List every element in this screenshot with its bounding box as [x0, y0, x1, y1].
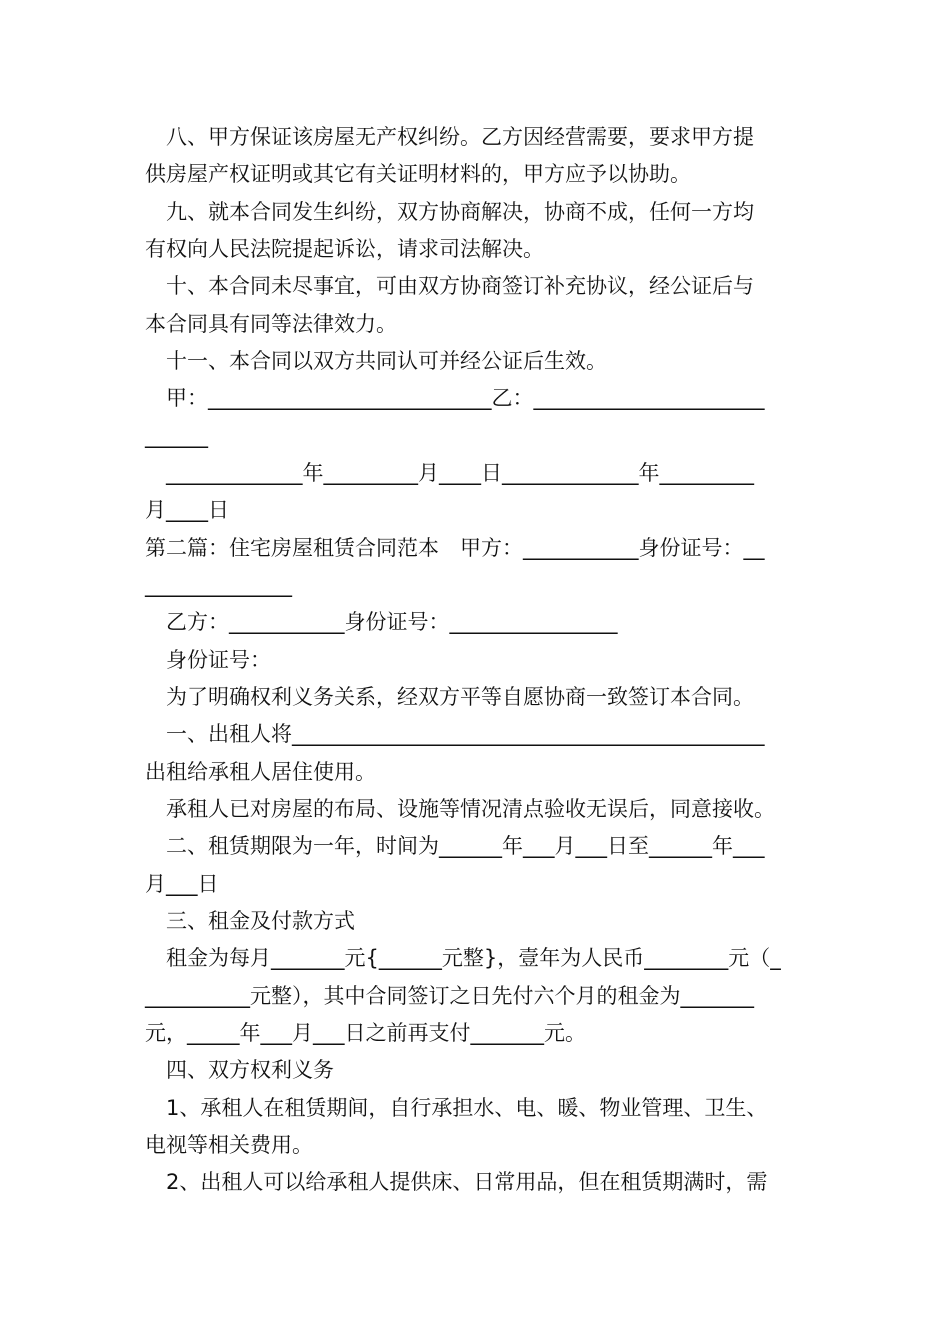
article-1-line-2: 出租给承租人居住使用。	[145, 760, 376, 784]
clause-8-line-2: 供房屋产权证明或其它有关证明材料的，甲方应予以协助。	[145, 162, 691, 186]
article-2-line-1: 二、租赁期限为一年，时间为______年___月___日至______年___	[166, 834, 765, 858]
article-2-line-2: 月___日	[145, 872, 219, 896]
obligation-2-line-1: 2、出租人可以给承租人提供床、日常用品，但在租赁期满时，需	[166, 1170, 768, 1194]
signature-date-line: _____________年_________月____日_____________年_________	[166, 461, 754, 485]
clause-11-line: 十一、本合同以双方共同认可并经公证后生效。	[166, 349, 607, 373]
obligation-1-line-1: 1、承租人在租赁期间，自行承担水、电、暖、物业管理、卫生、	[166, 1096, 768, 1120]
obligation-1-line-2: 电视等相关费用。	[145, 1133, 313, 1157]
article-4-heading: 四、双方权利义务	[166, 1058, 334, 1082]
rent-line-2: __________元整），其中合同签订之日先付六个月的租金为_______	[145, 984, 754, 1008]
article-1-line-1: 一、出租人将_____________________________________________	[166, 722, 765, 746]
clause-10-line-2: 本合同具有同等法律效力。	[145, 312, 397, 336]
rent-line-3: 元，_____年___月___日之前再支付_______元。	[145, 1021, 586, 1045]
signature-date-continuation: 月____日	[145, 498, 229, 522]
clause-8-line-1: 八、甲方保证该房屋无产权纠纷。乙方因经营需要，要求甲方提	[166, 125, 754, 149]
part-two-heading-line: 第二篇：住宅房屋租赁合同范本 甲方：___________身份证号：__	[145, 536, 765, 560]
signature-parties-continuation: ______	[145, 424, 208, 448]
clause-9-line-2: 有权向人民法院提起诉讼，请求司法解决。	[145, 237, 544, 261]
part-two-id-continuation: ______________	[145, 573, 292, 597]
rent-line-1: 租金为每月_______元{______元整}，壹年为人民币________元（_	[166, 946, 781, 970]
preamble-line: 为了明确权利义务关系，经双方平等自愿协商一致签订本合同。	[166, 685, 754, 709]
id-number-line: 身份证号：	[166, 648, 271, 672]
clause-9-line-1: 九、就本合同发生纠纷，双方协商解决，协商不成，任何一方均	[166, 200, 754, 224]
clause-10-line-1: 十、本合同未尽事宜，可由双方协商签订补充协议，经公证后与	[166, 274, 754, 298]
signature-parties-line: 甲：___________________________乙：______________________	[166, 386, 765, 410]
party-b-line: 乙方：___________身份证号：________________	[166, 610, 618, 634]
article-1-acceptance-line: 承租人已对房屋的布局、设施等情况清点验收无误后，同意接收。	[166, 797, 775, 821]
article-3-heading: 三、租金及付款方式	[166, 909, 355, 933]
